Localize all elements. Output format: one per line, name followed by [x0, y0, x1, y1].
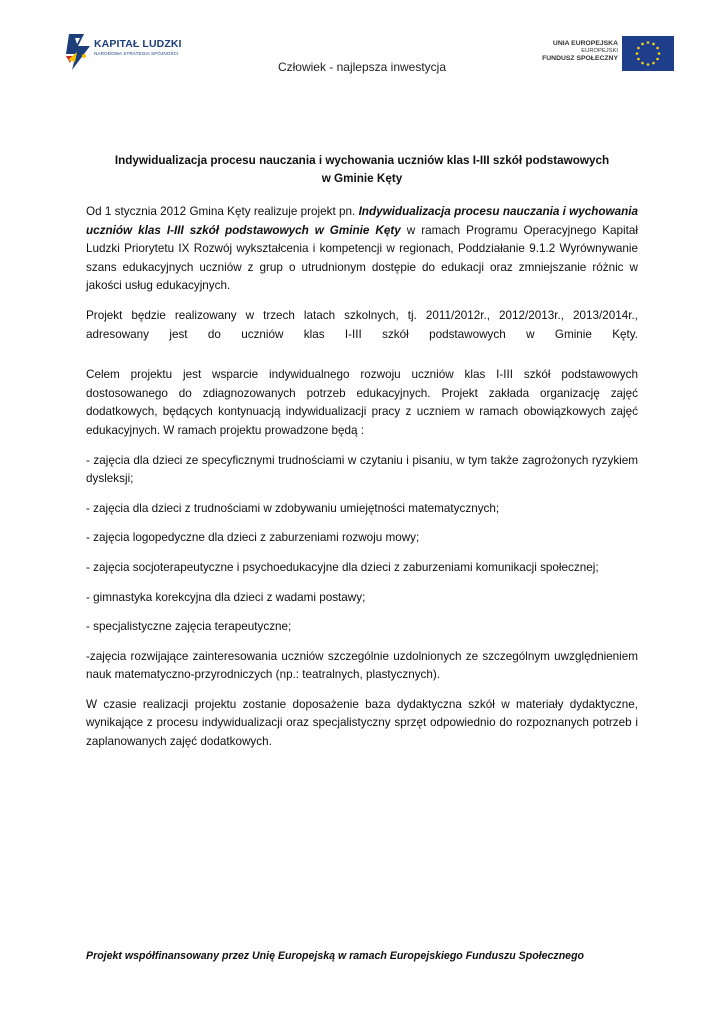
eu-logo-line1: UNIA EUROPEJSKA — [552, 40, 618, 47]
page-footer: Projekt współfinansowany przez Unię Europejską w ramach Europejskiego Funduszu Społecznego — [86, 950, 585, 962]
list-item: - specjalistyczne zajęcia terapeutyczne; — [86, 620, 292, 634]
eu-star-icon — [652, 43, 655, 46]
eu-star-icon — [637, 58, 640, 61]
document-body — [86, 203, 638, 763]
eu-star-icon — [647, 63, 650, 66]
eu-star-icon — [652, 62, 655, 65]
eu-star-icon — [656, 47, 659, 50]
kapital-ludzki-title: KAPITAŁ LUDZKI — [94, 38, 182, 50]
list-item: - zajęcia dla dzieci ze specyficznymi trudnościami w czytaniu i pisaniu, w tym także zagrożonych ryzykiem dysleksji; — [86, 453, 638, 486]
intro-text-start: Od 1 stycznia 2012 Gmina Kęty realizuje projekt pn. — [86, 205, 356, 218]
eu-star-icon — [656, 58, 659, 61]
eu-flag-icon — [622, 36, 674, 71]
eu-star-icon — [658, 52, 661, 55]
list-item: - zajęcia socjoterapeutyczne i psychoedukacyjne dla dzieci z zaburzeniami komunikacji społecznej; — [86, 560, 599, 574]
paragraph-intro — [86, 203, 638, 296]
eu-logo-line3: FUNDUSZ SPOŁECZNY — [542, 55, 618, 62]
eu-star-icon — [641, 43, 644, 46]
eu-logo-line2: EUROPEJSKI — [581, 48, 618, 54]
eu-logo — [536, 36, 676, 72]
kapital-ludzki-subtitle: NARODOWA STRATEGIA SPÓJNOŚCI — [94, 51, 179, 56]
intro-text-end: w ramach Programu Operacyjnego Kapitał Ludzki Priorytetu IX Rozwój wykształcenia i kompetencji w regionach, Poddziałanie 9.1.2 Wyrównywanie szans edukacyjnych uczniów z grup o utrudnionym dostępie do edukacji oraz zmniejszanie różnic w jakości usług edukacyjnych. — [86, 223, 638, 293]
list-item: -zajęcia rozwijające zainteresowania uczniów szczególnie uzdolnionych ze szczególnym uwzględnieniem nauk matematyczno-przyrodniczych (np.: teatralnych, plastycznych). — [86, 649, 638, 682]
header-motto: Człowiek - najlepsza inwestycja — [277, 60, 447, 74]
document-title — [100, 152, 624, 188]
eu-star-icon — [636, 52, 639, 55]
document-title-line1: Indywidualizacja procesu nauczania i wychowania uczniów klas I-III szkół podstawowych — [114, 154, 610, 167]
eu-logo-text — [542, 40, 618, 63]
project-name: Indywidualizacja procesu nauczania i wychowania uczniów klas I-III szkół podstawowych w Gminie Kęty — [86, 205, 639, 237]
kapital-ludzki-text — [94, 38, 182, 56]
document-title-line2: w Gminie Kęty — [321, 172, 403, 185]
eu-star-icon — [647, 41, 650, 44]
paragraph-final: W czasie realizacji projektu zostanie doposażenie baza dydaktyczna szkół w materiały dydaktyczne, wynikające z procesu indywidualizacji oraz specjalistyczny sprzęt odpowiednio do rozpoznanych potrzeb i zaplanowanych zajęć dodatkowych. — [86, 697, 638, 749]
eu-star-icon — [641, 62, 644, 65]
paragraph-goal: Celem projektu jest wsparcie indywidualnego rozwoju uczniów klas I-III szkół podstawowych dostosowanego do zdiagnozowanych potrzeb edukacyjnych. Projekt zakłada organizację zajęć dodatkowych, będących kontynuacją indywidualizacji pracy z uczniem w ramach obowiązkowych zajęć edukacyjnych. W ramach projektu prowadzone będą : — [86, 368, 638, 437]
list-item: - zajęcia dla dzieci z trudnościami w zdobywaniu umiejętności matematycznych; — [86, 501, 500, 515]
eu-star-icon — [637, 47, 640, 50]
paragraph-duration: Projekt będzie realizowany w trzech latach szkolnych, tj. 2011/2012r., 2012/2013r., 2013/2014r., adresowany jest do uczniów klas I-III szkół podstawowych w Gminie Kęty. — [86, 308, 638, 341]
list-item: - zajęcia logopedyczne dla dzieci z zaburzeniami rozwoju mowy; — [86, 531, 420, 545]
list-item: - gimnastyka korekcyjna dla dzieci z wadami postawy; — [86, 590, 366, 604]
